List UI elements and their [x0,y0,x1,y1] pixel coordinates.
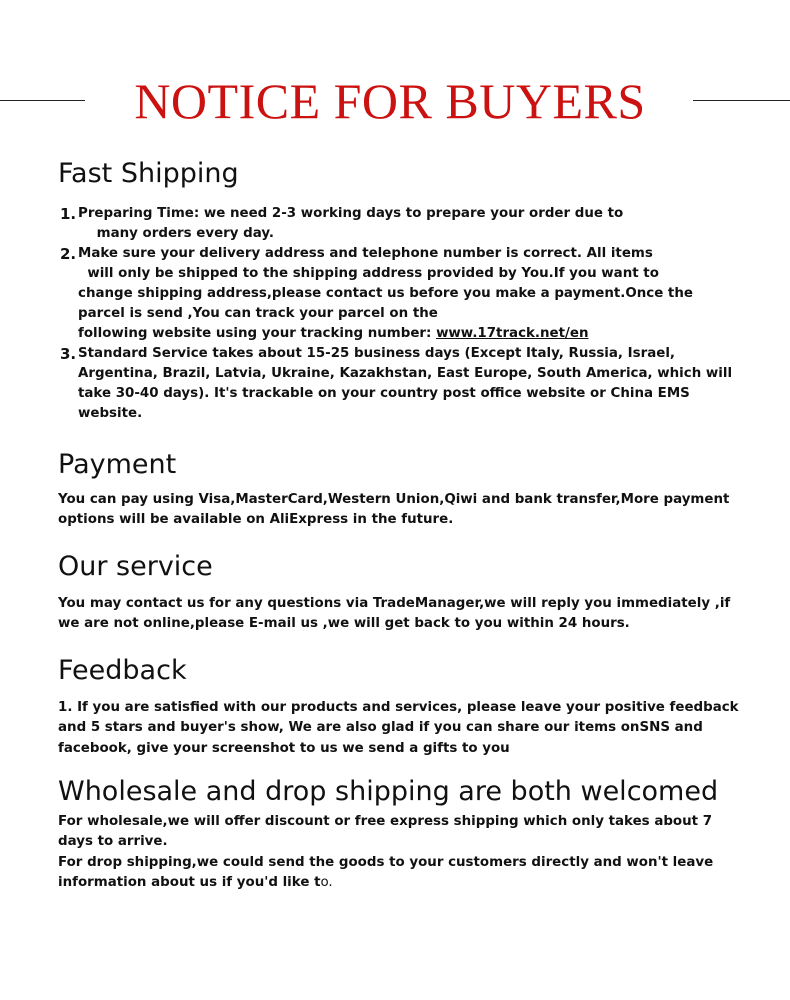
feedback-text [58,698,748,759]
item-text [78,344,748,424]
text-line: website. [78,406,143,421]
text-line: we are not online,please E-mail us ,we will get back to you within 24 hours. [58,616,630,632]
title-divider-right [693,100,790,101]
text-line: You may contact us for any questions via TradeManager,we will reply you immediately ,if [58,596,731,611]
tracking-line [78,324,748,344]
page-title: NOTICE FOR BUYERS [134,73,646,129]
text-line: Make sure your delivery address and telephone number is correct. All items [78,246,653,261]
text-line: Standard Service takes about 15-25 business days (Except Italy, Russia, Israel, [78,346,676,361]
text-line: following website using your tracking number: [78,326,437,341]
wholesale-heading: Wholesale and drop shipping are both welcomed [58,776,719,807]
feedback-heading: Feedback [58,655,187,686]
payment-heading: Payment [58,449,177,480]
tracking-link[interactable]: www.17track.net/en [436,326,589,341]
text-tail: o. [320,874,333,890]
text-line: will only be shipped to the shipping address provided by You.If you want to [78,266,659,281]
text-line: Argentina, Brazil, Latvia, Ukraine, Kazakhstan, East Europe, South America, which will [78,366,733,381]
our-service-text [58,594,748,635]
title-banner [0,68,790,138]
text-line: For wholesale,we will offer discount or free express shipping which only takes about 7 [58,814,713,829]
our-service-heading: Our service [58,551,213,582]
item-number: 1. [60,205,77,223]
text-line: options will be available on AliExpress in the future. [58,512,454,528]
text-line: You can pay using Visa,MasterCard,Western Union,Qiwi and bank transfer,More payment [58,492,730,507]
item-text [78,204,748,244]
title-divider-left [0,100,85,101]
wholesale-text [58,812,748,893]
text-line: 1. If you are satisfied with our products and services, please leave your positive feedback [58,700,739,715]
text-line: change shipping address,please contact us before you make a payment.Once the [78,286,693,301]
text-line-last [58,873,748,893]
text-line: days to arrive. [58,834,168,850]
fast-shipping-heading: Fast Shipping [58,158,239,189]
item-number: 3. [60,345,77,363]
text-line: For drop shipping,we could send the goods to your customers directly and won't leave [58,854,714,870]
text-line: many orders every day. [78,226,274,241]
text-line: and 5 stars and buyer's show, We are also glad if you can share our items onSNS and [58,720,703,736]
item-text [78,244,748,344]
item-number: 2. [60,245,77,263]
text-line: take 30-40 days). It's trackable on your country post office website or China EMS [78,386,690,401]
payment-text [58,490,748,531]
text-line: parcel is send ,You can track your parcel on the [78,306,438,321]
text-line: information about us if you'd like t [58,874,321,890]
text-line: Preparing Time: we need 2-3 working days to prepare your order due to [78,206,624,221]
text-line: facebook, give your screenshot to us we send a gifts to you [58,740,510,756]
